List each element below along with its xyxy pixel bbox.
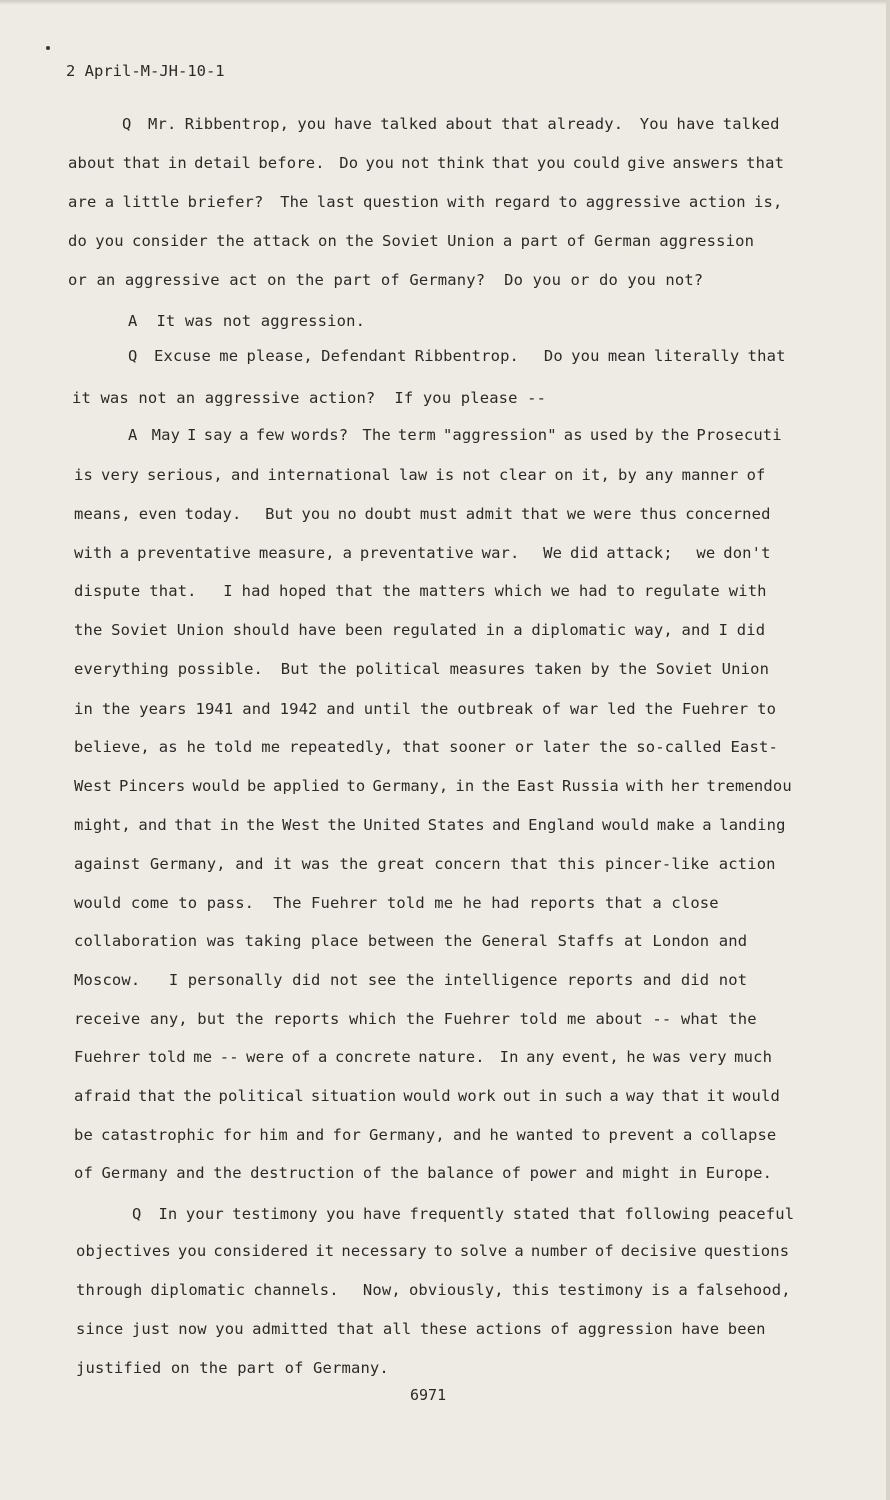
text-line: Q In your testimony you have frequently stated that following peaceful: [132, 1205, 795, 1223]
text-line: collaboration was taking place between the General Staffs at London and: [74, 932, 748, 950]
text-line: would come to pass. The Fuehrer told me he had reports that a close: [74, 894, 719, 912]
text-line: the Soviet Union should have been regulated in a diplomatic way, and I did: [74, 621, 766, 639]
text-line: Moscow. I personally did not see the intelligence reports and did not: [74, 971, 748, 989]
text-line: might, and that in the West the United States and England would make a landing: [74, 816, 786, 834]
text-line: believe, as he told me repeatedly, that sooner or later the so-called East-: [74, 738, 778, 756]
text-line: justified on the part of Germany.: [76, 1359, 389, 1377]
page-header: 2 April-M-JH-10-1: [66, 62, 225, 80]
text-line: about that in detail before. Do you not think that you could give answers that: [68, 154, 785, 172]
text-line: are a little briefer? The last question with regard to aggressive action is,: [68, 193, 783, 211]
ink-speck: [46, 46, 50, 50]
text-line: with a preventative measure, a preventative war. We did attack; we don't: [74, 544, 771, 562]
text-line: be catastrophic for him and for Germany, and he wanted to prevent a collapse: [74, 1126, 777, 1144]
text-line: since just now you admitted that all these actions of aggression have been: [76, 1320, 766, 1338]
text-line: West Pincers would be applied to Germany, in the East Russia with her tremendou: [74, 777, 792, 795]
text-line: A It was not aggression.: [128, 312, 366, 330]
text-line: do you consider the attack on the Soviet Union a part of German aggression: [68, 232, 755, 250]
page-right-edge: [886, 0, 890, 1500]
text-line: objectives you considered it necessary to solve a number of decisive questions: [76, 1242, 790, 1260]
text-line: Fuehrer told me -- were of a concrete nature. In any event, he was very much: [74, 1048, 773, 1066]
page-top-edge: [0, 0, 890, 5]
text-line: it was not an aggressive action? If you please --: [72, 389, 547, 407]
text-line: of Germany and the destruction of the balance of power and might in Europe.: [74, 1164, 773, 1182]
text-line: afraid that the political situation would work out in such a way that it would: [74, 1087, 780, 1105]
text-line: in the years 1941 and 1942 and until the outbreak of war led the Fuehrer to: [74, 700, 777, 718]
text-line: receive any, but the reports which the Fuehrer told me about -- what the: [74, 1010, 757, 1028]
page-number: 6971: [410, 1386, 447, 1404]
text-line: everything possible. But the political measures taken by the Soviet Union: [74, 660, 770, 678]
text-line: against Germany, and it was the great concern that this pincer-like action: [74, 855, 776, 873]
text-line: through diplomatic channels. Now, obviously, this testimony is a falsehood,: [76, 1281, 791, 1299]
text-line: A May I say a few words? The term "aggression" as used by the Prosecuti: [128, 426, 782, 444]
text-line: is very serious, and international law is not clear on it, by any manner of: [74, 466, 766, 484]
text-line: Q Mr. Ribbentrop, you have talked about that already. You have talked: [122, 115, 780, 133]
text-line: dispute that. I had hoped that the matters which we had to regulate with: [74, 582, 767, 600]
text-line: means, even today. But you no doubt must admit that we were thus concerned: [74, 505, 771, 523]
text-line: or an aggressive act on the part of Germany? Do you or do you not?: [68, 271, 704, 289]
text-line: Q Excuse me please, Defendant Ribbentrop. Do you mean literally that: [128, 347, 786, 365]
